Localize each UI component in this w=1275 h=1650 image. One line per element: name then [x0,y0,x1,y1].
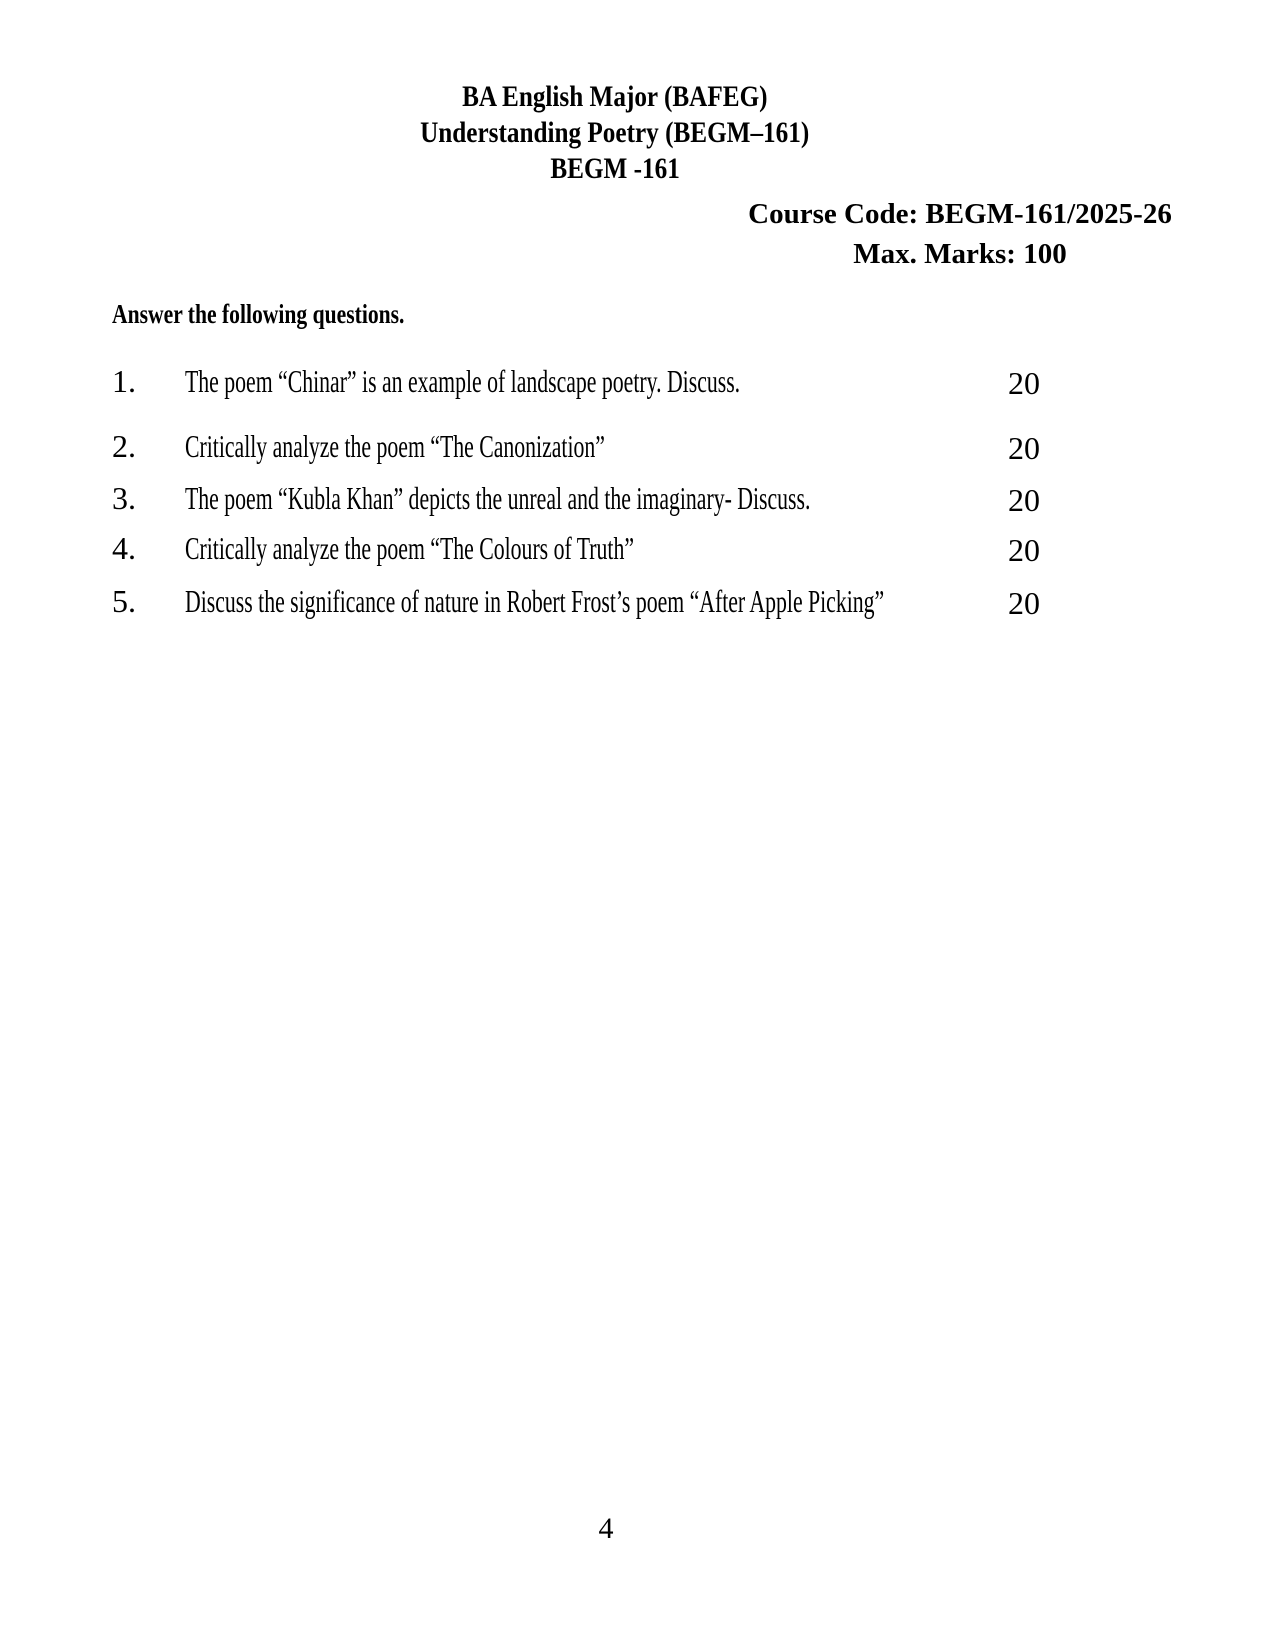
question-number: 3. [112,480,136,516]
question-marks: 20 [1008,532,1040,568]
question-text: The poem “Kubla Khan” depicts the unreal and the imaginary- Discuss. [185,480,811,516]
program-title-text: BA English Major (BAFEG) [462,80,768,113]
course-title-text: Understanding Poetry (BEGM–161) [420,116,810,149]
title-block [0,79,1230,187]
instruction-heading [112,301,478,328]
course-title [0,115,1230,151]
max-marks-line: Max. Marks: 100 [853,238,1067,270]
question-text: Critically analyze the poem “The Canonization” [185,428,605,464]
question-row [112,585,1040,625]
question-row [112,482,1040,522]
course-code-heading-text: BEGM -161 [550,152,680,185]
question-text: Discuss the significance of nature in Robert Frost’s poem “After Apple Picking” [185,583,885,619]
question-text: Critically analyze the poem “The Colours of Truth” [185,530,635,566]
question-number: 5. [112,583,136,619]
page-number: 4 [598,1512,614,1545]
question-marks: 20 [1008,482,1040,518]
course-code-heading [0,151,1230,187]
question-number: 1. [112,363,136,399]
course-info-block [640,194,1275,274]
question-text: The poem “Chinar” is an example of landscape poetry. Discuss. [185,363,741,399]
course-code-line: Course Code: BEGM-161/2025-26 [748,198,1172,230]
question-marks: 20 [1008,365,1040,401]
question-number: 2. [112,428,136,464]
question-row [112,532,1040,572]
question-marks: 20 [1008,430,1040,466]
question-marks: 20 [1008,585,1040,621]
instruction-text: Answer the following questions. [112,299,405,329]
program-title [0,79,1230,115]
question-number: 4. [112,530,136,566]
question-row [112,430,1040,470]
question-row [112,365,1040,405]
